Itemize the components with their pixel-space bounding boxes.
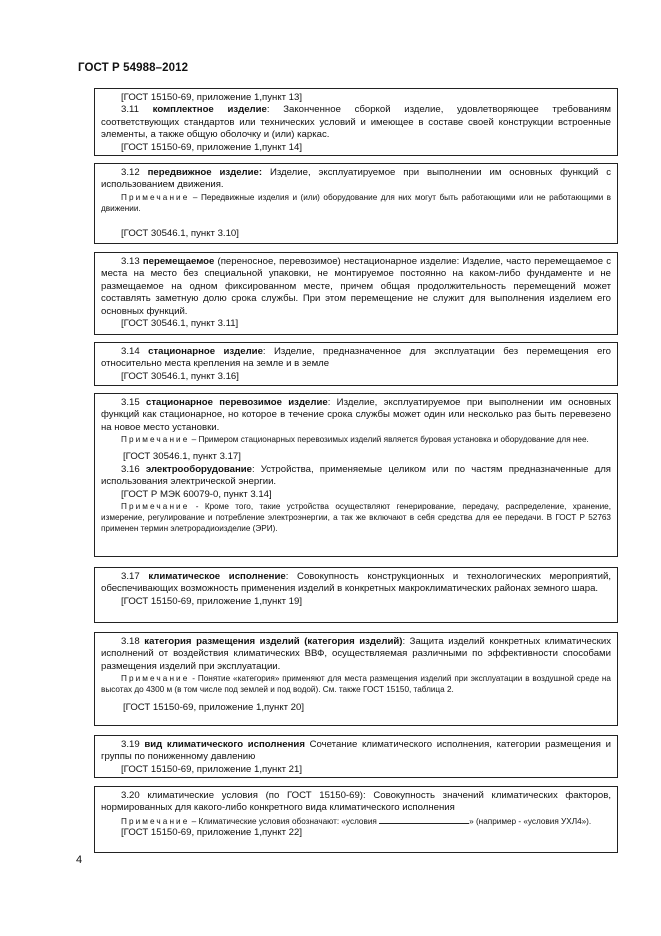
note: Примечание – Климатические условия обозначают: «условия » (например - «условия УХЛ4»). [121, 816, 592, 826]
reference: [ГОСТ 30546.1, пункт 3.16] [121, 370, 239, 382]
reference: [ГОСТ 30546.1, пункт 3.11] [121, 318, 239, 330]
term-definition: 3.11 комплектное изделие: Законченное сборкой изделие, удовлетворяющее требованиям соответствующих стандартов или технических условий и имеющее в составе своей конструкции встроенные элементы, а также общую оболочку и (или) каркас. [101, 104, 611, 141]
term-name: комплектное изделие [152, 104, 267, 116]
term-box-3-17 [94, 567, 618, 623]
term-definition: 3.18 категория размещения изделий (категория изделий): Защита изделий конкретных климатических исполнений от воздействия климатических ВВФ, осуществляемая различными по эффективности способами размещения изделий при эксплуатации. [101, 636, 611, 672]
note: Примечание – Примером стационарных перевозимых изделий является буровая установка и оборудование для нее. [121, 435, 589, 445]
note: Примечание - Кроме того, такие устройства осуществляют генерирование, передачу, распределение, хранение, измерение, регулирование и потребление электроэнергии, а так же включают в себя средства для ее передачи. В ГОСТ Р 52763 применен термин элетрорадиоизделие (ЭРИ). [101, 502, 611, 534]
reference: [ГОСТ 30546.1, пункт 3.10] [121, 228, 239, 240]
term-definition: 3.12 передвижное изделие: Изделие, эксплуатируемое при выполнении им основных функций с использованием движения. [101, 167, 611, 191]
term-name: передвижное изделие: [147, 167, 263, 178]
term-box-3-12 [94, 163, 618, 244]
term-definition: 3.15 стационарное перевозимое изделие: Изделие, эксплуатируемое при выполнении им основных функций как стационарное, но которое в течение срока службы может один или несколько раз быть перевезено на новое место установки. [101, 397, 611, 433]
term-definition: 3.16 электрооборудование: Устройства, применяемые целиком или по частям предназначенные для использования электрической энергии. [101, 463, 611, 488]
term-definition: 3.13 перемещаемое (переносное, перевозимое) нестационарное изделие: Изделие, часто перемещаемое с места на место без специальной упаковки, не монтируемое постоянно на каком-либо фундаменте и не размещаемое на одном фиксированном месте, причем общая продолжительность перемещений может составлять заметную долю срока службы. При этом перемещение не служит для выполнения изделием его основных функций. [101, 256, 611, 317]
reference: [ГОСТ 15150-69, приложение 1,пункт 19] [121, 595, 303, 607]
term-box-3-18 [94, 632, 618, 726]
reference: [ГОСТ 15150-69, приложение 1,пункт 20] [123, 701, 305, 713]
term-box-3-20 [94, 786, 618, 853]
reference: [ГОСТ 15150-69, приложение 1,пункт 21] [121, 763, 303, 775]
blank-underline [379, 815, 469, 824]
page-number: 4 [76, 854, 83, 866]
term-box-3-19 [94, 735, 618, 778]
note: Примечание – Передвижные изделия и (или) оборудование для них могут быть работающими или не работающими в движении. [101, 192, 611, 214]
term-definition: 3.20 климатические условия (по ГОСТ 15150-69): Совокупность значений климатических факторов, нормированных для какого-либо конкретного вида климатического исполнения [101, 790, 611, 814]
term-box-3-14 [94, 342, 618, 386]
term-box-3-13 [94, 252, 618, 335]
term-name: перемещаемое [142, 256, 215, 267]
term-definition: 3.14 стационарное изделие: Изделие, предназначенное для эксплуатации без перемещения его относительно места крепления на земле и в земле [101, 346, 612, 370]
term-name: климатическое исполнение [148, 571, 286, 582]
term-box-3-11 [94, 88, 618, 156]
term-name: категория размещения изделий (категория изделий) [144, 636, 403, 647]
reference: [ГОСТ 15150-69, приложение 1,пункт 13] [121, 92, 303, 103]
reference: [ГОСТ Р МЭК 60079-0, пункт 3.14] [121, 488, 272, 500]
document-header: ГОСТ Р 54988–2012 [78, 62, 189, 74]
term-definition: 3.19 вид климатического исполнения Сочетание климатического исполнения, категории размещения и группы по пониженному давлению [101, 739, 612, 763]
reference: [ГОСТ 15150-69, приложение 1,пункт 22] [121, 827, 303, 839]
term-name: вид климатического исполнения [144, 739, 305, 750]
note: Примечание - Понятие «категория» применяют для места размещения изделий при эксплуатации в воздушной среде на высотах до 4300 м (в том числе под землей и под водой). См. также ГОСТ 15150, таблица 2. [101, 674, 611, 695]
term-name: стационарное перевозимое изделие [146, 397, 328, 408]
term-definition: 3.17 климатическое исполнение: Совокупность конструкционных и технологических мероприятий, обеспечивающих возможность применения изделий в конкретных макроклиматических районах земного шара. [101, 571, 611, 595]
reference: [ГОСТ 15150-69, приложение 1,пункт 14] [121, 141, 303, 153]
term-name: электрооборудование [145, 463, 252, 475]
reference: [ГОСТ 30546.1, пункт 3.17] [123, 451, 241, 463]
term-name: стационарное изделие [148, 346, 263, 357]
term-box-3-15 [94, 393, 618, 557]
